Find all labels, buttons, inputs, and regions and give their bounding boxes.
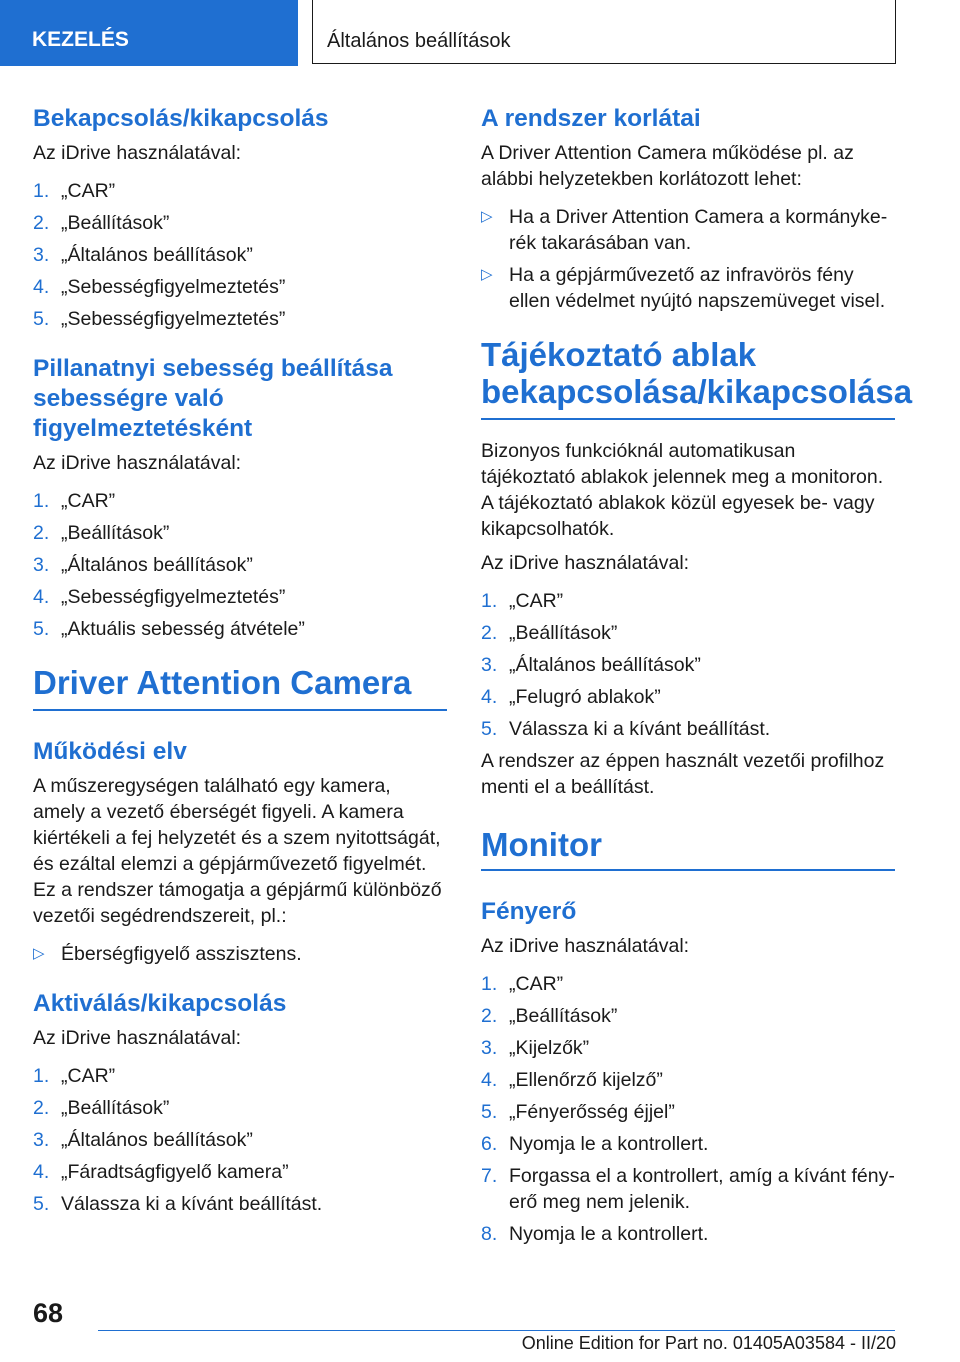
step-text: „Sebességfigyelmeztetés” [61,308,286,330]
bullet-item [481,204,895,256]
step-text: „Általános beállítások” [61,554,253,576]
step-item [33,178,447,204]
step-number: 2. [33,212,50,234]
step-item [33,552,447,578]
step-item [33,584,447,610]
step-item [481,1163,895,1215]
step-item [33,210,447,236]
steps-list [481,971,895,1247]
step-text: „Felugró ablakok” [509,686,661,708]
steps-list [481,588,895,742]
bullet-text: Éberségfigyelő asszisztens. [61,943,302,965]
section-heading [33,354,447,444]
step-item [481,1003,895,1029]
step-item [33,1191,447,1217]
heading-line: Tájékoztató ablak [481,336,757,373]
bullet-text: Ha a gépjárművezető az infravörös fény ellen védelmet nyújtó napszemüveget visel. [509,264,886,312]
step-number: 3. [481,654,498,676]
step-text: „Sebességfigyelmeztetés” [61,586,286,608]
step-text: „CAR” [509,590,564,612]
bullet-item [33,941,447,967]
step-item [481,1067,895,1093]
chapter-header [312,0,896,64]
step-number: 4. [481,686,498,708]
step-text: „CAR” [509,973,564,995]
heading-line: sebességre való [33,385,224,412]
step-number: 2. [481,622,498,644]
step-text: „CAR” [61,490,116,512]
step-text: „CAR” [61,1065,116,1087]
step-text: „Beállítások” [61,1097,170,1119]
step-number: 8. [481,1223,498,1245]
chapter-heading-block [481,336,913,420]
step-text: „Általános beállítások” [61,244,253,266]
step-number: 2. [33,1097,50,1119]
section-heading: Fényerő [481,898,577,925]
step-text: „Sebességfigyelmeztetés” [61,276,286,298]
step-text: Válassza ki a kívánt beállítást. [509,718,771,740]
intro-text: Az iDrive használatával: [33,452,242,474]
step-number: 2. [481,1005,498,1027]
section-tab [0,0,298,66]
section-heading: Működési elv [33,738,187,765]
intro-text: Az iDrive használatával: [33,142,242,164]
edition-note: Online Edition for Part no. 01405A03584 - II/20 [521,1333,896,1353]
step-item [33,616,447,642]
step-item [33,1159,447,1185]
step-text: „Beállítások” [509,1005,618,1027]
step-item [481,971,895,997]
step-item [33,1063,447,1089]
step-item [481,684,895,710]
bullet-text: Ha a Driver Attention Camera a kormányke-rék takarásában van. [509,206,888,254]
right-column [481,100,913,1253]
step-item [33,274,447,300]
left-column [33,100,447,1223]
intro-text: Az iDrive használatával: [33,1027,242,1049]
section-title: KEZELÉS [32,28,129,51]
step-number: 5. [481,718,498,740]
step-item [33,306,447,332]
page-number: 68 [33,1298,64,1328]
step-text: „Fáradtságfigyelő kamera” [61,1161,289,1183]
chapter-heading: Driver Attention Camera [33,664,412,701]
step-number: 4. [33,1161,50,1183]
chapter-title: Általános beállítások [327,30,511,52]
chapter-heading [481,336,913,410]
step-number: 1. [33,180,50,202]
chapter-heading: Monitor [481,826,602,863]
step-text: „Beállítások” [61,522,170,544]
step-text: „Általános beállítások” [61,1129,253,1151]
step-text: Forgassa el a kontrollert, amíg a kívánt fény-erő meg nem jelenik. [509,1165,895,1213]
step-item [481,1035,895,1061]
step-item [481,1221,895,1247]
triangle-bullet-icon: ▷ [481,266,493,283]
step-item [33,488,447,514]
step-number: 5. [33,1193,50,1215]
step-number: 7. [481,1165,498,1187]
step-number: 1. [481,973,498,995]
step-number: 3. [33,244,50,266]
bullet-list [481,204,895,314]
body-text: A műszeregységen található egy kamera, amely a vezető éberségét figyeli. A kamera kiértékeli a fej helyzetét és a szem nyitottságát, és ezáltal elemzi a gépjárművezető figyelmét. Ez a rendszer támogatja a gépjármű különböző vezetői segédrendszereit, pl.: [33,775,442,927]
step-text: „Kijelzők” [509,1037,590,1059]
intro-text: Az iDrive használatával: [481,552,690,574]
chapter-heading-block [481,826,895,871]
step-item [33,520,447,546]
step-item [33,1095,447,1121]
step-text: „CAR” [61,180,116,202]
triangle-bullet-icon: ▷ [481,208,493,225]
step-item [481,588,895,614]
step-number: 4. [33,276,50,298]
steps-list [33,178,447,332]
step-item [481,1131,895,1157]
step-item [33,1127,447,1153]
step-number: 4. [481,1069,498,1091]
step-text: Nyomja le a kontrollert. [509,1133,709,1155]
step-number: 2. [33,522,50,544]
step-number: 5. [481,1101,498,1123]
steps-list [33,488,447,642]
chapter-heading-block [33,664,447,711]
step-number: 5. [33,618,50,640]
step-text: Válassza ki a kívánt beállítást. [61,1193,323,1215]
step-number: 1. [481,590,498,612]
step-item [33,242,447,268]
heading-line: figyelmeztetésként [33,415,253,442]
bullet-list [33,941,447,967]
step-item [481,1099,895,1125]
bullet-item [481,262,895,314]
step-text: „Beállítások” [61,212,170,234]
step-number: 3. [33,554,50,576]
section-heading: Aktiválás/kikapcsolás [33,990,287,1017]
step-number: 1. [33,490,50,512]
step-number: 3. [33,1129,50,1151]
section-heading: Bekapcsolás/kikapcsolás [33,105,329,132]
intro-text: Az iDrive használatával: [481,935,690,957]
heading-line: bekapcsolása/kikapcsolása [481,373,913,410]
step-number: 1. [33,1065,50,1087]
steps-list [33,1063,447,1217]
step-item [481,620,895,646]
triangle-bullet-icon: ▷ [33,945,45,962]
step-number: 5. [33,308,50,330]
section-heading: A rendszer korlátai [481,105,701,132]
footer-divider [98,1330,895,1331]
step-text: „Fényerősség éjjel” [509,1101,675,1123]
step-text: Nyomja le a kontrollert. [509,1223,709,1245]
step-text: „Aktuális sebesség átvétele” [61,618,305,640]
body-text: A rendszer az éppen használt vezetői profilhoz menti el a beállítást. [481,750,885,798]
body-text: A Driver Attention Camera működése pl. az alábbi helyzetekben korlátozott lehet: [481,142,854,190]
step-item [481,652,895,678]
step-text: „Általános beállítások” [509,654,701,676]
heading-line: Pillanatnyi sebesség beállítása [33,355,393,382]
step-item [481,716,895,742]
step-number: 3. [481,1037,498,1059]
step-text: „Beállítások” [509,622,618,644]
step-number: 6. [481,1133,498,1155]
step-text: „Ellenőrző kijelző” [509,1069,663,1091]
step-number: 4. [33,586,50,608]
body-text: Bizonyos funkcióknál automatikusan tájékoztató ablakok jelennek meg a monitoron. A tájékoztató ablakok közül egyesek be- vagy kikapcsolhatók. [481,440,884,540]
